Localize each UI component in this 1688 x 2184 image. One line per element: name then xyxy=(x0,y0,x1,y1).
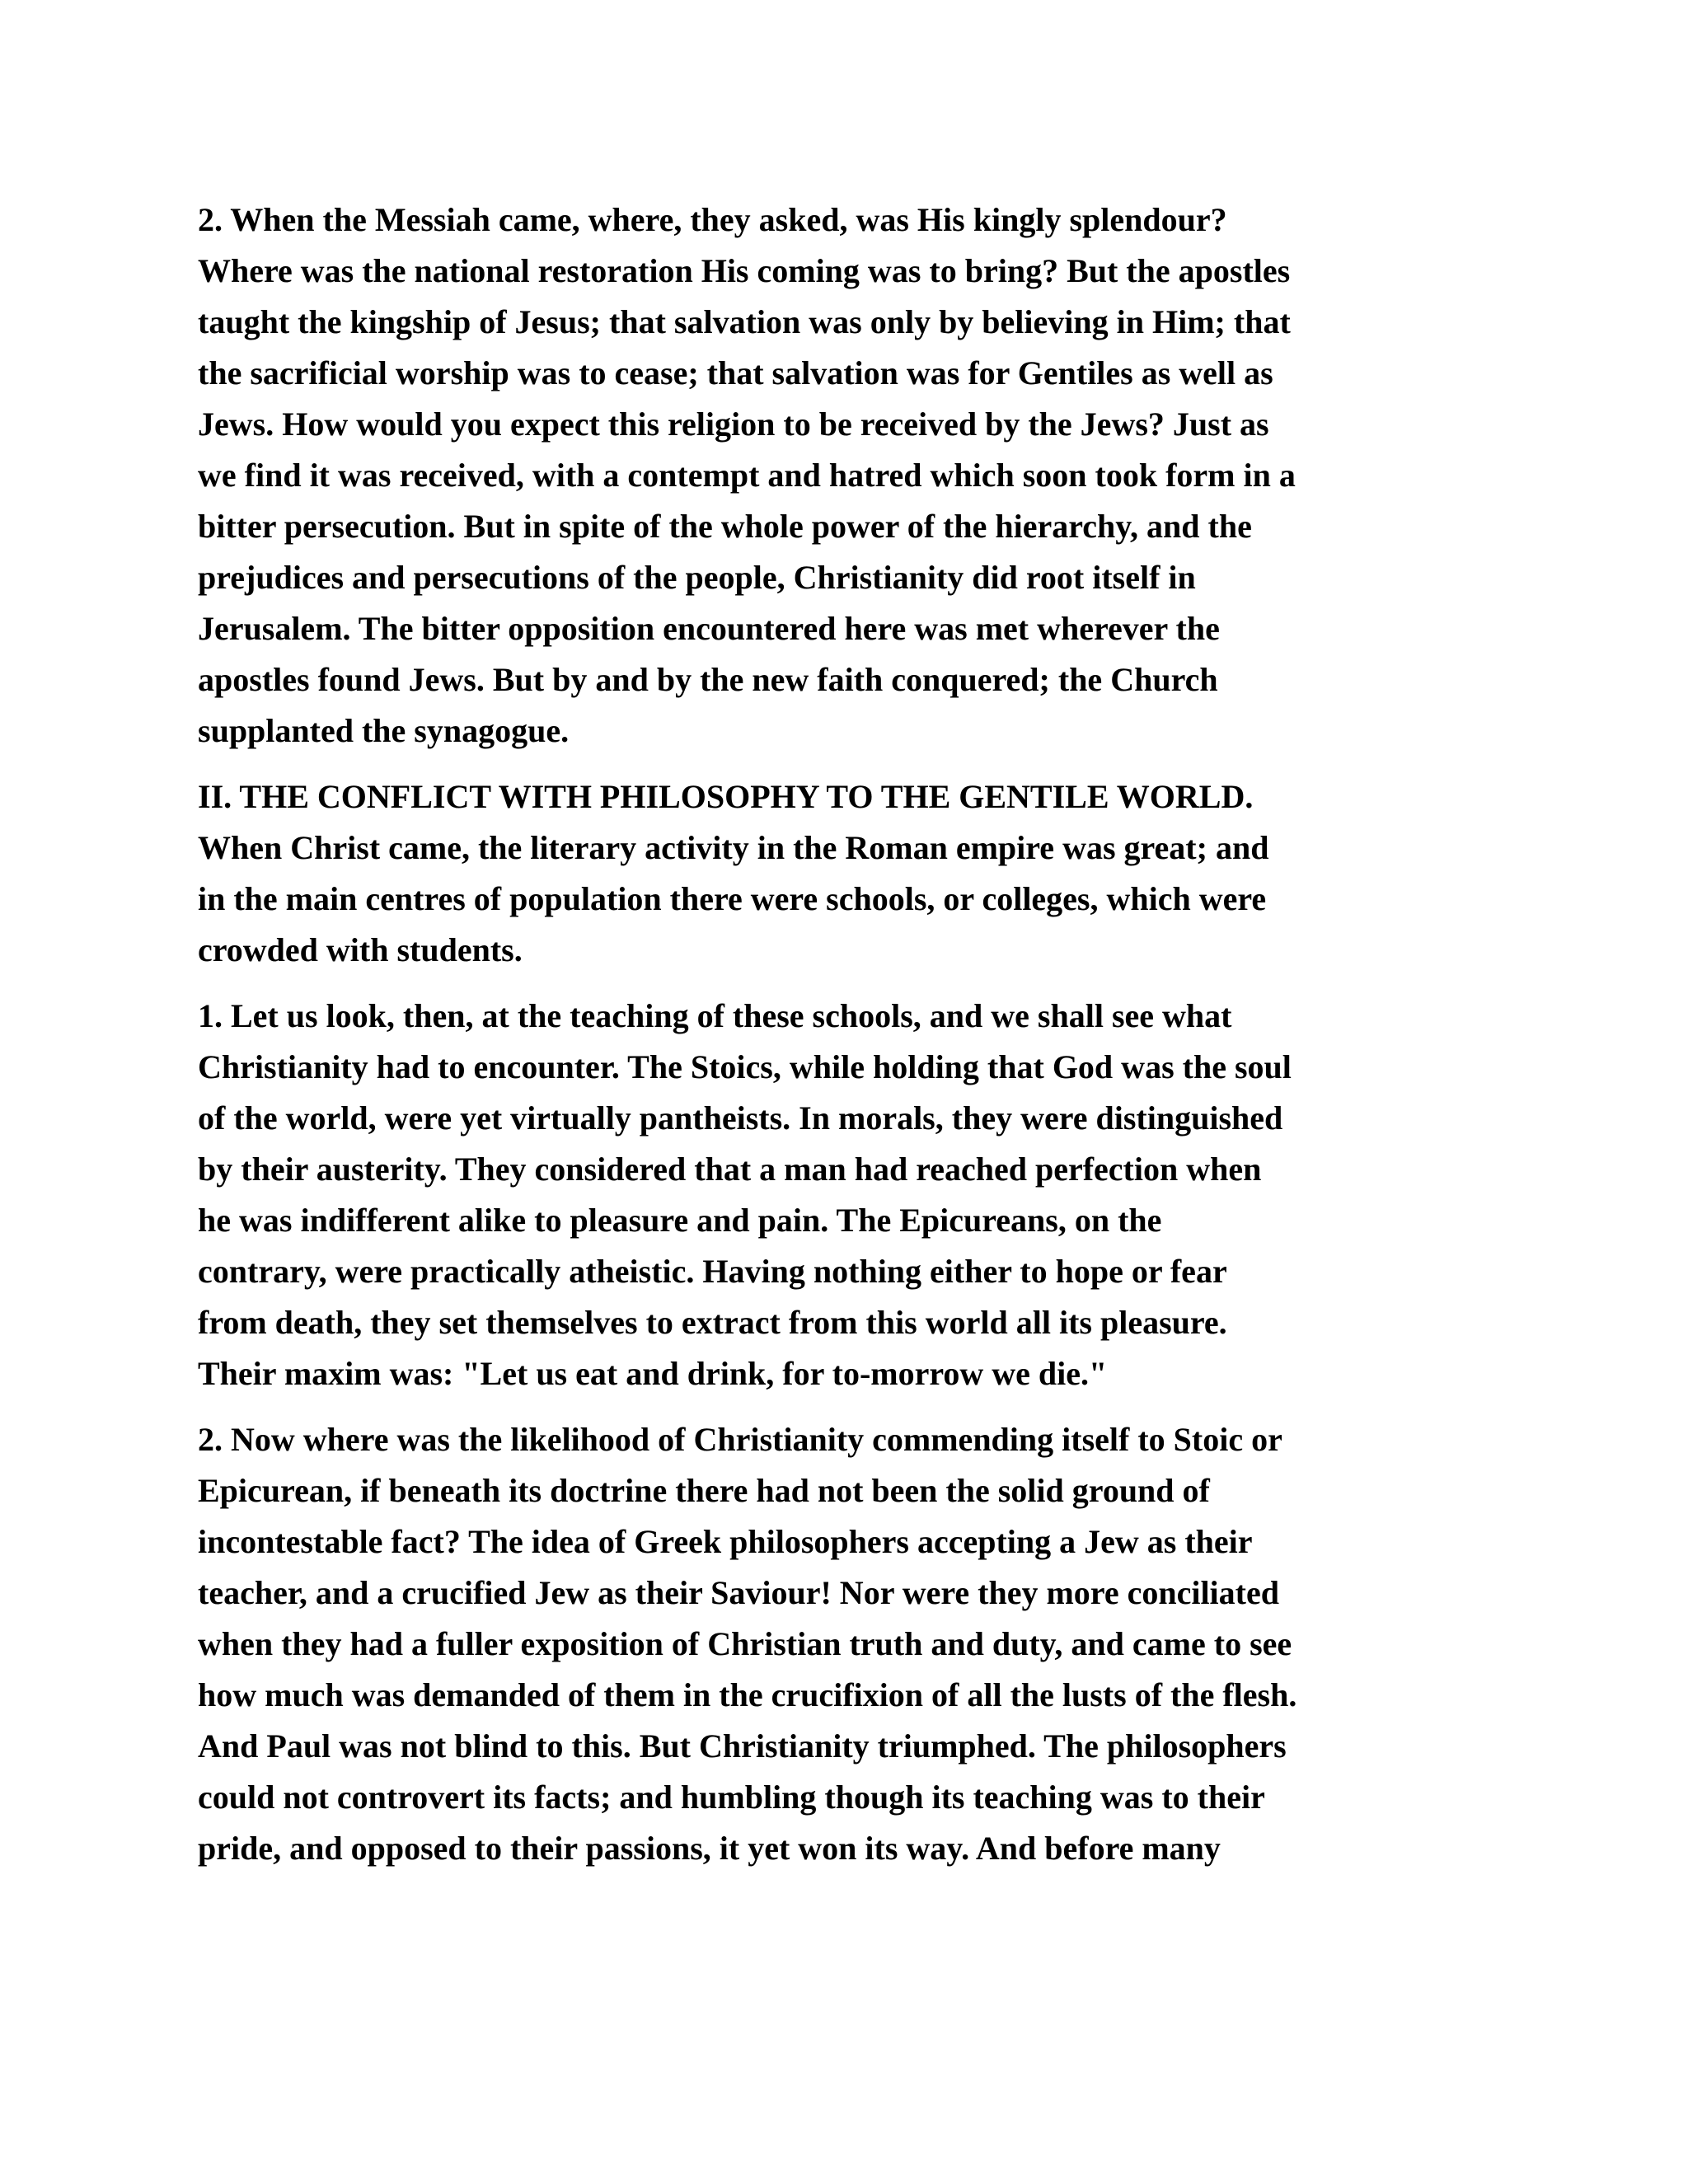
text-line: from death, they set themselves to extract from this world all its pleasure. xyxy=(198,1304,1227,1341)
text-line: Their maxim was: "Let us eat and drink, for to-morrow we die." xyxy=(198,1355,1108,1392)
text-line: Jerusalem. The bitter opposition encountered here was met wherever the xyxy=(198,610,1220,647)
text-line: 2. Now where was the likelihood of Christianity commending itself to Stoic or xyxy=(198,1421,1282,1458)
text-line: bitter persecution. But in spite of the whole power of the hierarchy, and the xyxy=(198,508,1252,545)
text-line: in the main centres of population there were schools, or colleges, which were xyxy=(198,880,1267,917)
text-line: Epicurean, if beneath its doctrine there had not been the solid ground of xyxy=(198,1472,1210,1509)
text-line: prejudices and persecutions of the people, Christianity did root itself in xyxy=(198,559,1196,596)
document-page xyxy=(198,194,1500,1889)
text-line: when they had a fuller exposition of Christian truth and duty, and came to see xyxy=(198,1625,1292,1662)
text-line: When Christ came, the literary activity in the Roman empire was great; and xyxy=(198,829,1269,866)
text-line: we find it was received, with a contempt and hatred which soon took form in a xyxy=(198,457,1296,494)
text-line: of the world, were yet virtually pantheists. In morals, they were distinguished xyxy=(198,1099,1283,1137)
paragraph-messiah xyxy=(198,194,1500,757)
text-line: contrary, were practically atheistic. Having nothing either to hope or fear xyxy=(198,1253,1227,1290)
text-line: taught the kingship of Jesus; that salvation was only by believing in Him; that xyxy=(198,303,1291,340)
text-line: pride, and opposed to their passions, it yet won its way. And before many xyxy=(198,1830,1221,1867)
text-line: Christianity had to encounter. The Stoics, while holding that God was the soul xyxy=(198,1048,1292,1085)
text-line: he was indifferent alike to pleasure and pain. The Epicureans, on the xyxy=(198,1202,1162,1239)
text-line: Jews. How would you expect this religion to be received by the Jews? Just as xyxy=(198,405,1269,443)
text-line: could not controvert its facts; and humbling though its teaching was to their xyxy=(198,1779,1265,1816)
text-line: by their austerity. They considered that a man had reached perfection when xyxy=(198,1151,1262,1188)
text-line: apostles found Jews. But by and by the new faith conquered; the Church xyxy=(198,661,1218,698)
text-line: And Paul was not blind to this. But Christianity triumphed. The philosophers xyxy=(198,1727,1287,1765)
section-heading: II. THE CONFLICT WITH PHILOSOPHY TO THE GENTILE WORLD. xyxy=(198,778,1254,815)
paragraph-conflict-heading xyxy=(198,771,1500,976)
text-line: teacher, and a crucified Jew as their Saviour! Nor were they more conciliated xyxy=(198,1574,1279,1611)
paragraph-schools xyxy=(198,991,1500,1399)
text-line: crowded with students. xyxy=(198,931,523,968)
text-line: supplanted the synagogue. xyxy=(198,712,570,749)
text-line: 2. When the Messiah came, where, they asked, was His kingly splendour? xyxy=(198,201,1227,238)
text-line: incontestable fact? The idea of Greek philosophers accepting a Jew as their xyxy=(198,1523,1253,1560)
text-line: the sacrificial worship was to cease; that salvation was for Gentiles as well as xyxy=(198,354,1273,391)
paragraph-likelihood xyxy=(198,1414,1500,1874)
text-line: how much was demanded of them in the crucifixion of all the lusts of the flesh. xyxy=(198,1676,1297,1713)
text-line: Where was the national restoration His coming was to bring? But the apostles xyxy=(198,252,1291,289)
text-line: 1. Let us look, then, at the teaching of these schools, and we shall see what xyxy=(198,997,1232,1034)
